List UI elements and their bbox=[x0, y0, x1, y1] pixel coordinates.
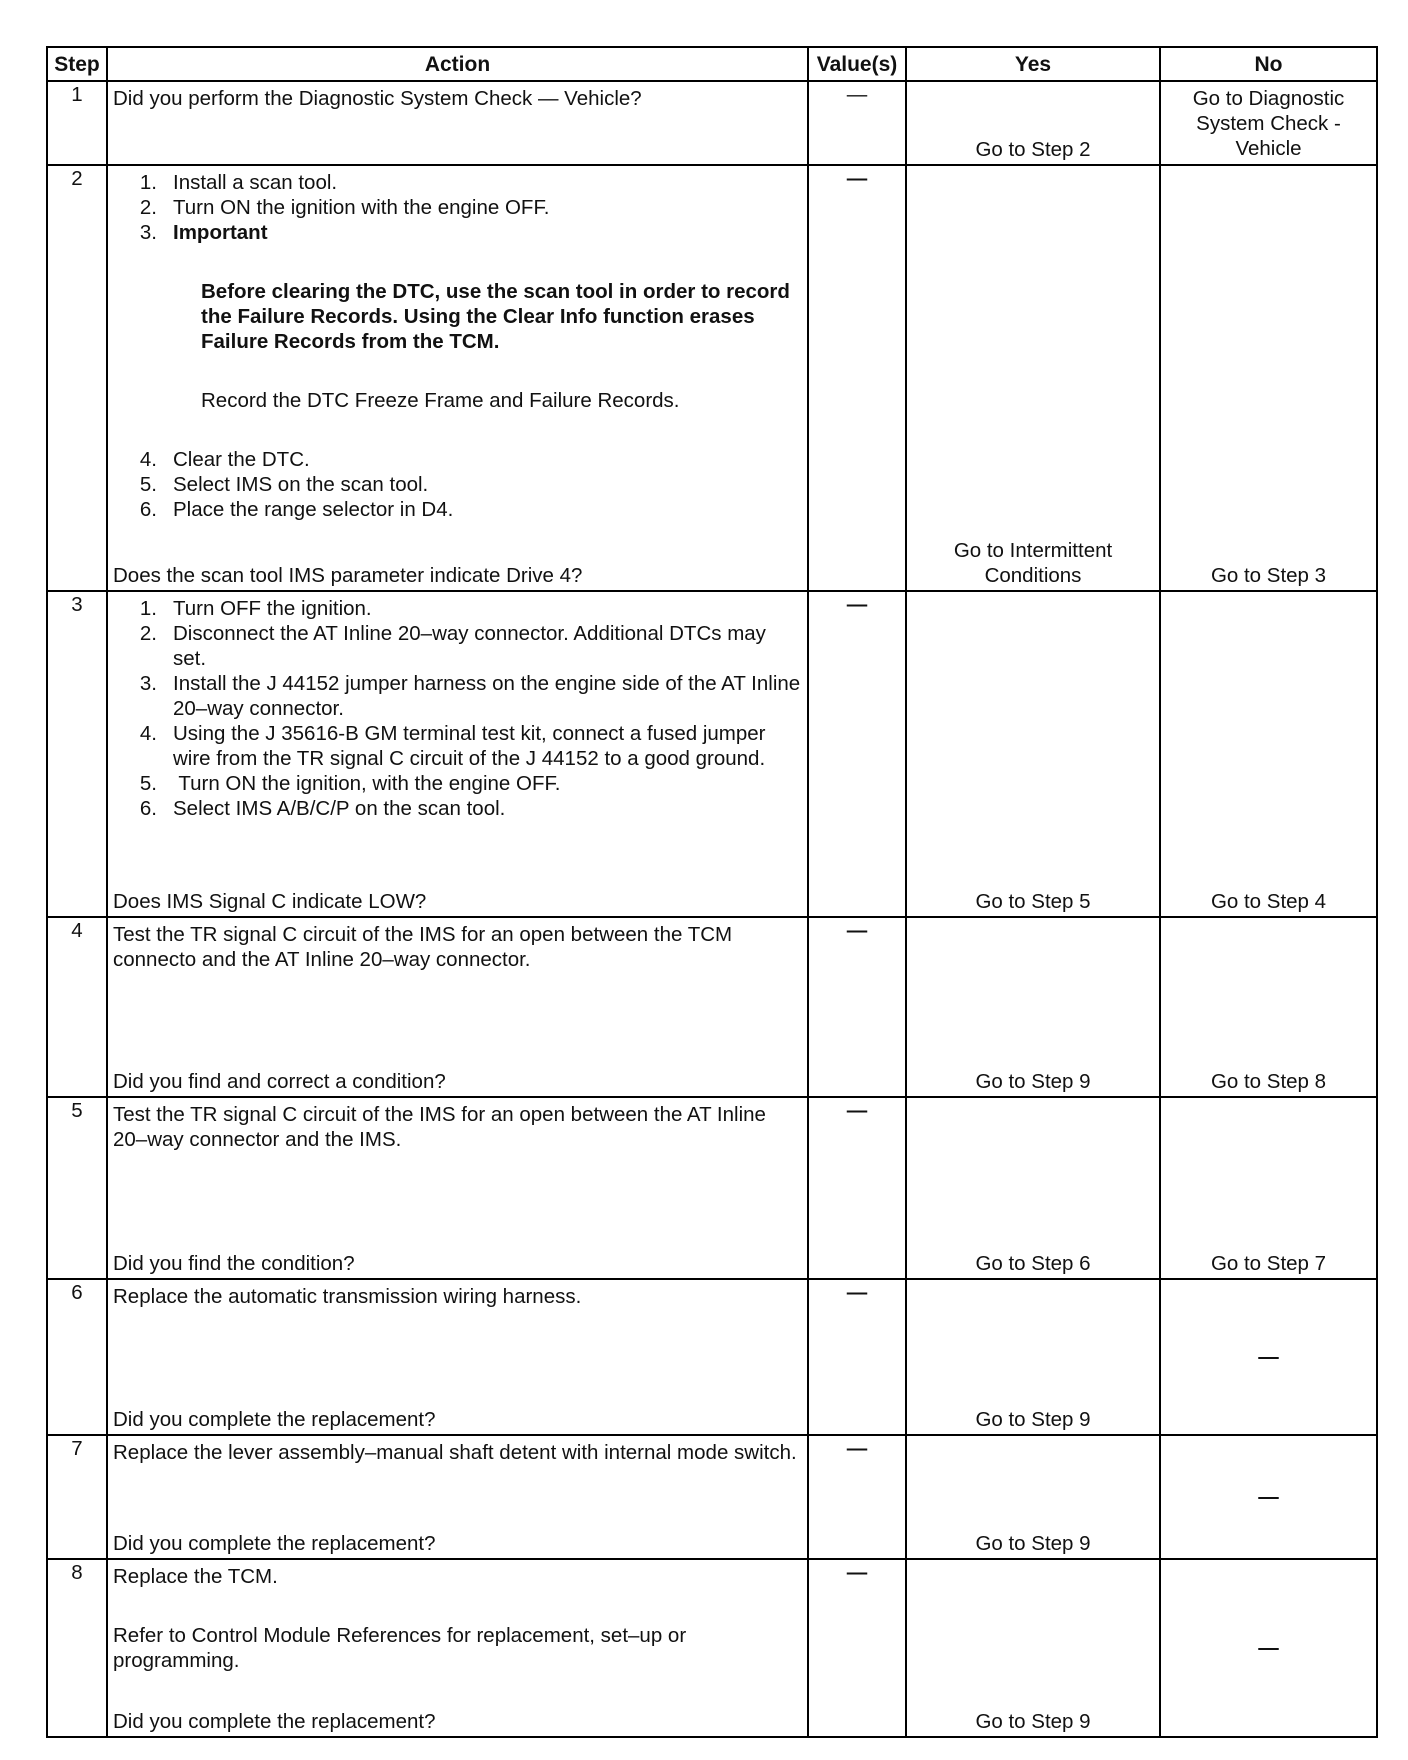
table-row bbox=[47, 591, 1377, 917]
no-result: Go to Step 4 bbox=[1210, 890, 1327, 913]
step-number: 5 bbox=[47, 1097, 107, 1279]
value-dash: — bbox=[846, 593, 868, 616]
no-result: Go to Step 7 bbox=[1210, 1252, 1327, 1275]
table-row bbox=[47, 1435, 1377, 1559]
table-row bbox=[47, 165, 1377, 591]
table-row bbox=[47, 1559, 1377, 1737]
value-dash: — bbox=[846, 1099, 868, 1122]
list-item: 6. Select IMS A/B/C/P on the scan tool. bbox=[139, 797, 506, 820]
list-item: 3. Important bbox=[139, 221, 268, 244]
value-dash: — bbox=[846, 919, 868, 942]
yes-result: Go to Step 6 bbox=[975, 1252, 1091, 1275]
action-cell bbox=[107, 1097, 808, 1279]
value-cell bbox=[808, 81, 906, 165]
action-cell bbox=[107, 81, 808, 165]
yes-result: Go to Step 5 bbox=[975, 890, 1091, 913]
action-cell bbox=[107, 591, 808, 917]
yes-cell bbox=[906, 1435, 1160, 1559]
no-cell bbox=[1160, 1097, 1377, 1279]
no-cell bbox=[1160, 165, 1377, 591]
value-cell bbox=[808, 1097, 906, 1279]
yes-cell bbox=[906, 1279, 1160, 1435]
step-number: 8 bbox=[47, 1559, 107, 1737]
step-number: 6 bbox=[47, 1279, 107, 1435]
action-text: Replace the lever assembly–manual shaft detent with internal mode switch. bbox=[113, 1441, 797, 1464]
yes-result: Go to Step 9 bbox=[975, 1070, 1091, 1093]
list-item: 4. Clear the DTC. bbox=[139, 448, 310, 471]
table-row bbox=[47, 81, 1377, 165]
action-reference: Refer to Control Module References for replacement, set–up or programming. bbox=[113, 1624, 687, 1672]
header-values: Value(s) bbox=[808, 47, 906, 81]
yes-result: Go to Intermittent Conditions bbox=[953, 539, 1113, 587]
yes-result: Go to Step 9 bbox=[975, 1408, 1091, 1431]
action-text: Did you perform the Diagnostic System Check — Vehicle? bbox=[113, 87, 642, 110]
step-number: 4 bbox=[47, 917, 107, 1097]
list-item: 6. Place the range selector in D4. bbox=[139, 498, 454, 521]
step-number: 1 bbox=[47, 81, 107, 165]
list-item: 5. Turn ON the ignition, with the engine OFF. bbox=[139, 772, 561, 795]
table-row bbox=[47, 1279, 1377, 1435]
action-cell bbox=[107, 1435, 808, 1559]
action-text: Replace the TCM. bbox=[113, 1565, 278, 1588]
action-question: Did you find and correct a condition? bbox=[113, 1070, 446, 1093]
header-step: Step bbox=[47, 47, 107, 81]
header-row bbox=[47, 47, 1377, 81]
yes-cell bbox=[906, 591, 1160, 917]
yes-cell bbox=[906, 165, 1160, 591]
value-dash: — bbox=[846, 1281, 868, 1304]
no-result: Go to Step 8 bbox=[1210, 1070, 1327, 1093]
no-result: — bbox=[1258, 1345, 1279, 1369]
yes-result: Go to Step 2 bbox=[975, 138, 1091, 161]
no-result: — bbox=[1258, 1485, 1279, 1509]
value-cell bbox=[808, 917, 906, 1097]
list-item: 2. Turn ON the ignition with the engine OFF. bbox=[139, 196, 550, 219]
table-row bbox=[47, 917, 1377, 1097]
important-note: Before clearing the DTC, use the scan tool in order to record the Failure Records. Using the Clear Info function erases Failure Records from the TCM. bbox=[201, 280, 790, 353]
action-question: Does IMS Signal C indicate LOW? bbox=[113, 890, 427, 913]
yes-cell bbox=[906, 917, 1160, 1097]
action-text: Test the TR signal C circuit of the IMS for an open between the AT Inline 20–way connector and the IMS. bbox=[113, 1103, 766, 1151]
value-cell bbox=[808, 1435, 906, 1559]
action-cell bbox=[107, 917, 808, 1097]
step-number: 3 bbox=[47, 591, 107, 917]
value-dash: — bbox=[846, 1561, 868, 1584]
action-cell bbox=[107, 1279, 808, 1435]
no-cell bbox=[1160, 1435, 1377, 1559]
value-cell bbox=[808, 591, 906, 917]
action-cell bbox=[107, 165, 808, 591]
value-cell bbox=[808, 165, 906, 591]
list-item: 3. Install the J 44152 jumper harness on the engine side of the AT Inline 20–way connector. bbox=[139, 672, 801, 720]
step-number: 2 bbox=[47, 165, 107, 591]
yes-result: Go to Step 9 bbox=[975, 1710, 1091, 1733]
no-cell bbox=[1160, 1279, 1377, 1435]
value-dash: — bbox=[846, 83, 868, 106]
yes-cell bbox=[906, 81, 1160, 165]
list-item: 2. Disconnect the AT Inline 20–way connector. Additional DTCs may set. bbox=[139, 622, 766, 670]
no-cell bbox=[1160, 917, 1377, 1097]
value-dash: — bbox=[846, 167, 868, 190]
yes-cell bbox=[906, 1097, 1160, 1279]
yes-cell bbox=[906, 1559, 1160, 1737]
value-cell bbox=[808, 1279, 906, 1435]
no-cell bbox=[1160, 591, 1377, 917]
diagnostic-table bbox=[46, 46, 1378, 1738]
action-question: Did you complete the replacement? bbox=[113, 1710, 436, 1733]
no-result: — bbox=[1258, 1636, 1279, 1660]
action-cell bbox=[107, 1559, 808, 1737]
action-text: Replace the automatic transmission wiring harness. bbox=[113, 1285, 582, 1308]
action-question: Did you complete the replacement? bbox=[113, 1532, 436, 1555]
no-cell bbox=[1160, 1559, 1377, 1737]
no-result: Go to Diagnostic System Check - Vehicle bbox=[1192, 87, 1345, 160]
yes-result: Go to Step 9 bbox=[975, 1532, 1091, 1555]
procedure-list bbox=[113, 596, 801, 821]
list-item: 4. Using the J 35616-B GM terminal test kit, connect a fused jumper wire from the TR signal C circuit of the J 44152 to a good ground. bbox=[139, 722, 766, 770]
no-result: Go to Step 3 bbox=[1210, 564, 1327, 587]
step-number: 7 bbox=[47, 1435, 107, 1559]
procedure-list bbox=[113, 447, 801, 522]
list-item: 5. Select IMS on the scan tool. bbox=[139, 473, 429, 496]
action-question: Did you complete the replacement? bbox=[113, 1408, 436, 1431]
action-question: Did you find the condition? bbox=[113, 1252, 355, 1275]
action-text: Test the TR signal C circuit of the IMS for an open between the TCM connecto and the AT Inline 20–way connector. bbox=[113, 923, 733, 971]
list-item: 1. Install a scan tool. bbox=[139, 171, 338, 194]
header-no: No bbox=[1160, 47, 1377, 81]
no-cell bbox=[1160, 81, 1377, 165]
header-action: Action bbox=[107, 47, 808, 81]
value-cell bbox=[808, 1559, 906, 1737]
table-row bbox=[47, 1097, 1377, 1279]
procedure-list bbox=[113, 170, 801, 245]
value-dash: — bbox=[846, 1437, 868, 1460]
record-instruction: Record the DTC Freeze Frame and Failure Records. bbox=[201, 389, 680, 412]
header-yes: Yes bbox=[906, 47, 1160, 81]
action-question: Does the scan tool IMS parameter indicate Drive 4? bbox=[113, 564, 583, 587]
list-item: 1. Turn OFF the ignition. bbox=[139, 597, 372, 620]
